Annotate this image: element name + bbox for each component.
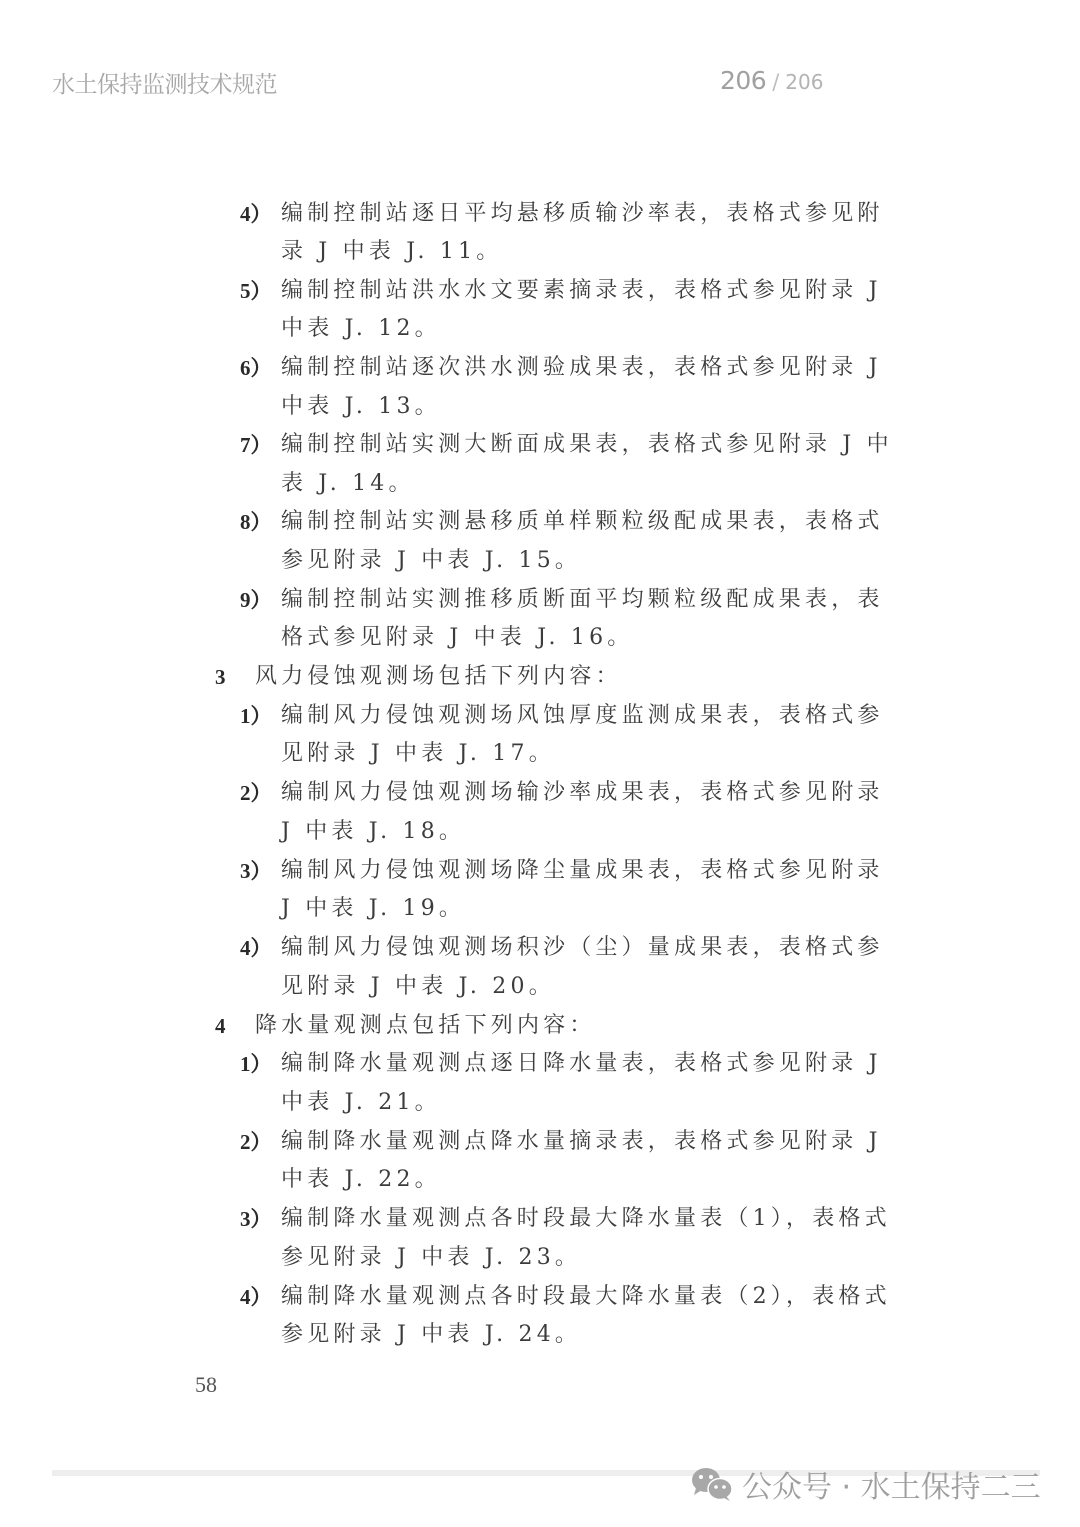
list-item-number: 8） bbox=[240, 510, 272, 534]
page-separator: / bbox=[772, 70, 780, 94]
watermark bbox=[690, 1462, 1041, 1506]
list-item-line: 编制风力侵蚀观测场降尘量成果表，表格式参见附录 bbox=[281, 858, 884, 883]
list-item-line: 编制控制站实测悬移质单样颗粒级配成果表，表格式 bbox=[281, 509, 884, 534]
list-item-line: 见附录 J 中表 J. 20。 bbox=[281, 974, 555, 999]
list-item-line: 编制控制站实测大断面成果表，表格式参见附录 J 中 bbox=[281, 432, 893, 457]
list-item-line: 编制控制站逐日平均悬移质输沙率表，表格式参见附 bbox=[281, 201, 884, 226]
list-item-line: 中表 J. 13。 bbox=[281, 394, 441, 419]
list-item-number: 6） bbox=[240, 356, 272, 380]
list-item-line: 录 J 中表 J. 11。 bbox=[281, 239, 503, 264]
list-item-line: 格式参见附录 J 中表 J. 16。 bbox=[281, 625, 634, 650]
list-item-line: J 中表 J. 18。 bbox=[281, 819, 466, 844]
list-item-number: 1） bbox=[240, 1052, 272, 1076]
list-item-line: 见附录 J 中表 J. 17。 bbox=[281, 741, 555, 766]
section-heading: 风力侵蚀观测场包括下列内容： bbox=[255, 664, 622, 689]
list-item-number: 2） bbox=[240, 781, 272, 805]
list-item-number: 3） bbox=[240, 1207, 272, 1231]
list-item-line: J 中表 J. 19。 bbox=[281, 896, 466, 921]
list-item-line: 中表 J. 12。 bbox=[281, 316, 441, 341]
list-item-number: 2） bbox=[240, 1130, 272, 1154]
list-item-line: 编制控制站逐次洪水测验成果表，表格式参见附录 J bbox=[281, 355, 882, 380]
list-item-line: 参见附录 J 中表 J. 15。 bbox=[281, 548, 582, 573]
watermark-text: 公众号 · 水土保持二三 bbox=[742, 1470, 1041, 1505]
wechat-icon bbox=[690, 1466, 734, 1502]
list-item-line: 编制降水量观测点降水量摘录表，表格式参见附录 J bbox=[281, 1129, 882, 1154]
list-item-number: 7） bbox=[240, 433, 272, 457]
current-page: 206 bbox=[720, 66, 767, 95]
section-number: 4 bbox=[215, 1014, 226, 1038]
list-item-line: 编制降水量观测点各时段最大降水量表（1），表格式 bbox=[281, 1206, 891, 1231]
section-heading: 降水量观测点包括下列内容： bbox=[255, 1013, 596, 1038]
list-item-line: 编制风力侵蚀观测场输沙率成果表，表格式参见附录 bbox=[281, 780, 884, 805]
list-item-line: 参见附录 J 中表 J. 23。 bbox=[281, 1245, 582, 1270]
list-item-line: 中表 J. 21。 bbox=[281, 1090, 441, 1115]
list-item-line: 编制风力侵蚀观测场积沙（尘）量成果表，表格式参 bbox=[281, 935, 884, 960]
page-number: 58 bbox=[195, 1372, 217, 1397]
list-item-line: 编制控制站洪水水文要素摘录表，表格式参见附录 J bbox=[281, 278, 882, 303]
page-counter bbox=[720, 66, 823, 95]
header-title: 水土保持监测技术规范 bbox=[52, 72, 277, 98]
list-item-line: 表 J. 14。 bbox=[281, 471, 415, 496]
list-item-number: 9） bbox=[240, 588, 272, 612]
list-item-number: 5） bbox=[240, 279, 272, 303]
section-number: 3 bbox=[215, 665, 226, 689]
list-item-number: 3） bbox=[240, 859, 272, 883]
list-item-number: 4） bbox=[240, 936, 272, 960]
total-pages: 206 bbox=[785, 70, 824, 94]
list-item-number: 4） bbox=[240, 202, 272, 226]
list-item-line: 中表 J. 22。 bbox=[281, 1167, 441, 1192]
list-item-line: 编制降水量观测点各时段最大降水量表（2），表格式 bbox=[281, 1284, 891, 1309]
list-item-line: 参见附录 J 中表 J. 24。 bbox=[281, 1322, 582, 1347]
list-item-number: 1） bbox=[240, 704, 272, 728]
list-item-line: 编制控制站实测推移质断面平均颗粒级配成果表，表 bbox=[281, 587, 884, 612]
list-item-number: 4） bbox=[240, 1285, 272, 1309]
list-item-line: 编制降水量观测点逐日降水量表，表格式参见附录 J bbox=[281, 1051, 882, 1076]
list-item-line: 编制风力侵蚀观测场风蚀厚度监测成果表，表格式参 bbox=[281, 703, 884, 728]
